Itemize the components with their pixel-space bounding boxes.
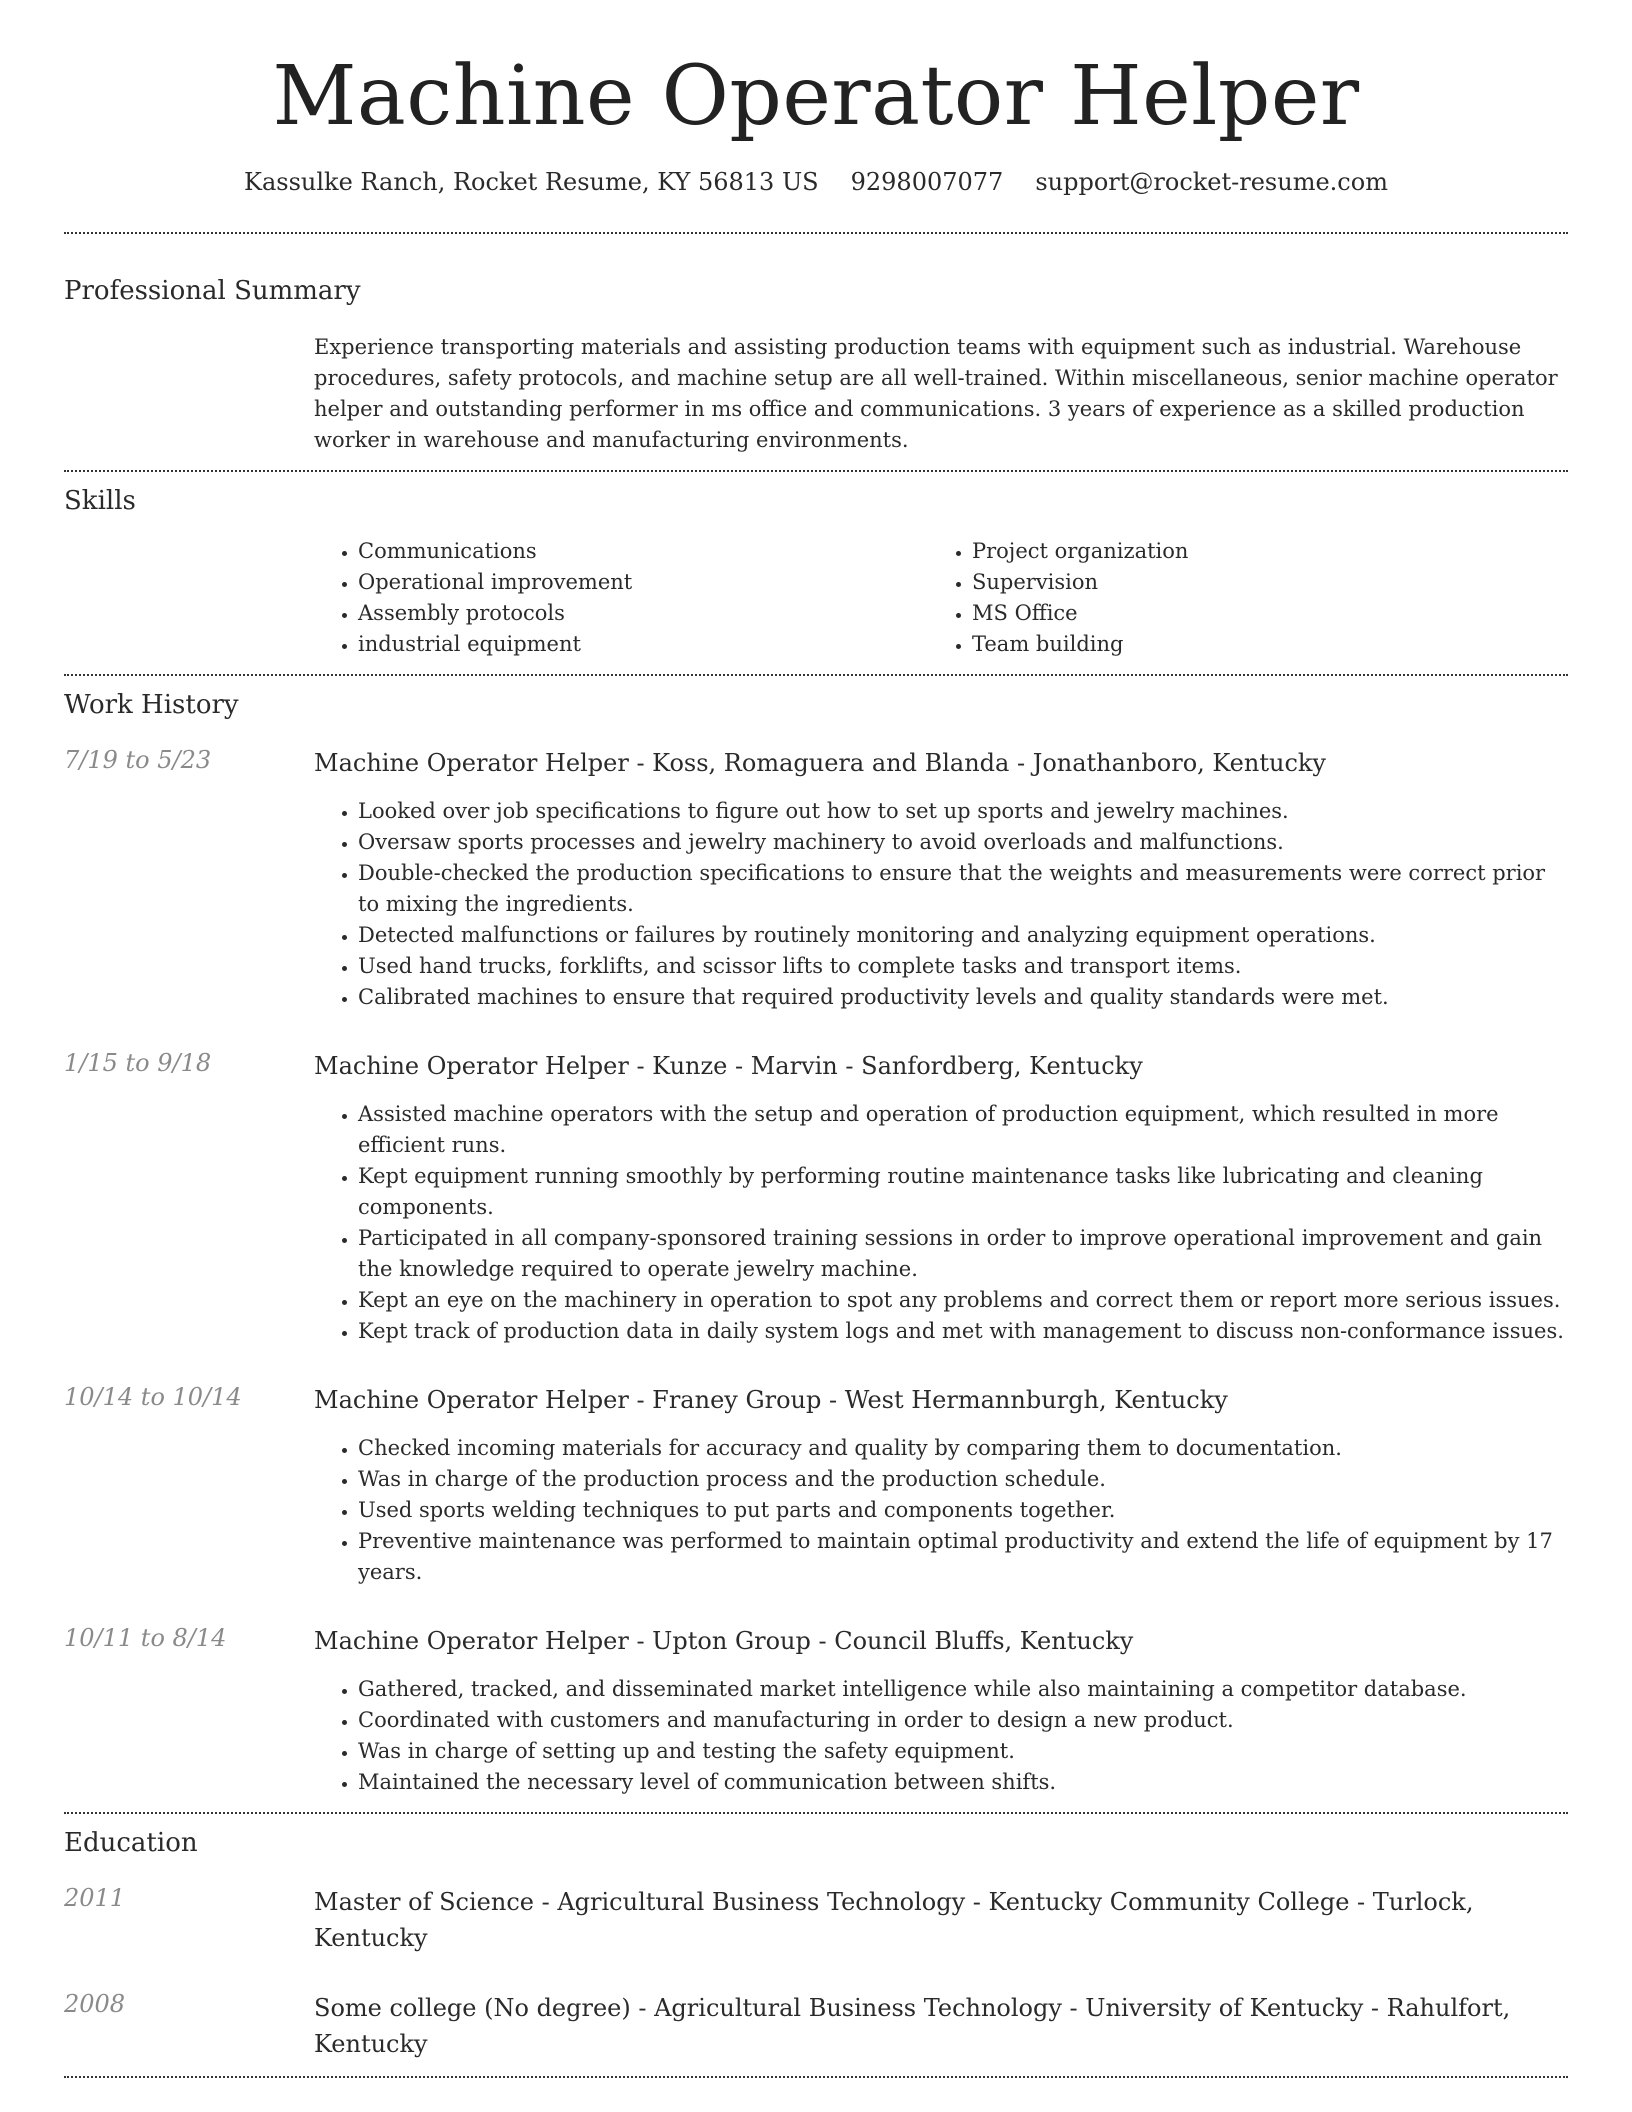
- job-body: [314, 1383, 1568, 1588]
- work-history-section: [64, 676, 1568, 1812]
- job-title: Machine Operator Helper - Franey Group - West Hermannburgh, Kentucky: [314, 1386, 1228, 1415]
- job-entry: [64, 746, 1568, 1013]
- section-title-skills: Skills: [64, 486, 136, 517]
- job-bullet: • Detected malfunctions or failures by routinely monitoring and analyzing equipment operations.: [358, 920, 1568, 951]
- job-bullet: • Looked over job specifications to figure out how to set up sports and jewelry machines.: [358, 796, 1568, 827]
- job-bullet: • Assisted machine operators with the setup and operation of production equipment, which resulted in more efficient runs.: [358, 1099, 1568, 1161]
- education-body: [314, 1990, 1568, 2062]
- skill-item: • Supervision: [972, 567, 1542, 598]
- job-bullets: [314, 1674, 1568, 1798]
- job-body: [314, 1624, 1568, 1798]
- job-dates: 10/11 to 8/14: [64, 1624, 227, 1653]
- job-title: Machine Operator Helper - Upton Group - Council Bluffs, Kentucky: [314, 1627, 1134, 1656]
- contact-address: Kassulke Ranch, Rocket Resume, KY 56813 US: [244, 168, 819, 197]
- job-dates: 1/15 to 9/18: [64, 1049, 212, 1078]
- summary-section: [64, 234, 1568, 456]
- contact-phone: 9298007077: [850, 168, 1004, 197]
- education-title: Some college (No degree) - Agricultural Business Technology - University of Kentucky - Rahulfort, Kentucky: [314, 1994, 1511, 2059]
- job-title: Machine Operator Helper - Koss, Romaguera and Blanda - Jonathanboro, Kentucky: [314, 749, 1326, 778]
- job-bullet: • Preventive maintenance was performed to maintain optimal productivity and extend the life of equipment by 17 years.: [358, 1526, 1568, 1588]
- skill-item: • Team building: [972, 629, 1542, 660]
- divider: [64, 2076, 1568, 2078]
- job-bullet: • Kept an eye on the machinery in operation to spot any problems and correct them or report more serious issues.: [358, 1285, 1568, 1316]
- contact-email: support@rocket-resume.com: [1035, 168, 1388, 197]
- skill-item: • Communications: [358, 536, 928, 567]
- education-year: 2011: [64, 1884, 126, 1913]
- job-bullets: [314, 1099, 1568, 1347]
- job-bullet: • Used hand trucks, forklifts, and scissor lifts to complete tasks and transport items.: [358, 951, 1568, 982]
- section-title-work: Work History: [64, 690, 239, 721]
- education-title: Master of Science - Agricultural Business Technology - Kentucky Community College - Turlock, Kentucky: [314, 1888, 1474, 1953]
- skills-column-2: [928, 536, 1542, 660]
- job-bullet: • Oversaw sports processes and jewelry machinery to avoid overloads and malfunctions.: [358, 827, 1568, 858]
- education-entry: [64, 1990, 1568, 2062]
- skills-grid: [314, 536, 1568, 660]
- section-title-education: Education: [64, 1828, 198, 1859]
- job-bullet: • Calibrated machines to ensure that required productivity levels and quality standards were met.: [358, 982, 1568, 1013]
- job-bullet: • Kept track of production data in daily system logs and met with management to discuss non-conformance issues.: [358, 1316, 1568, 1347]
- job-bullet: • Kept equipment running smoothly by performing routine maintenance tasks like lubricating and cleaning components.: [358, 1161, 1568, 1223]
- section-title-summary: Professional Summary: [64, 276, 361, 307]
- candidate-name: Machine Operator Helper: [272, 49, 1360, 144]
- job-entry: [64, 1624, 1568, 1798]
- job-title: Machine Operator Helper - Kunze - Marvin - Sanfordberg, Kentucky: [314, 1052, 1143, 1081]
- skill-item: • industrial equipment: [358, 629, 928, 660]
- skills-column-1: [314, 536, 928, 660]
- job-bullets: [314, 796, 1568, 1013]
- job-entry: [64, 1049, 1568, 1347]
- education-year: 2008: [64, 1990, 126, 2019]
- job-bullet: • Maintained the necessary level of communication between shifts.: [358, 1767, 1568, 1798]
- education-entry: [64, 1884, 1568, 1956]
- job-dates: 10/14 to 10/14: [64, 1383, 242, 1412]
- job-bullet: • Was in charge of setting up and testing the safety equipment.: [358, 1736, 1568, 1767]
- job-body: [314, 1049, 1568, 1347]
- skill-item: • Operational improvement: [358, 567, 928, 598]
- skill-item: • MS Office: [972, 598, 1542, 629]
- job-dates: 7/19 to 5/23: [64, 746, 212, 775]
- skill-item: • Project organization: [972, 536, 1542, 567]
- job-body: [314, 746, 1568, 1013]
- job-bullet: • Used sports welding techniques to put parts and components together.: [358, 1495, 1568, 1526]
- skill-item: • Assembly protocols: [358, 598, 928, 629]
- education-section: [64, 1814, 1568, 2076]
- summary-text: Experience transporting materials and assisting production teams with equipment such as industrial. Warehouse procedures, safety protocols, and machine setup are all well-trained. Within miscellaneous, senior machine operator helper and outstanding performer in ms office and communications. 3 years of experience as a skilled production worker in warehouse and manufacturing environments.: [314, 335, 1558, 453]
- job-bullet: • Double-checked the production specifications to ensure that the weights and measurements were correct prior to mixing the ingredients.: [358, 858, 1568, 920]
- job-bullet: • Was in charge of the production process and the production schedule.: [358, 1464, 1568, 1495]
- job-bullet: • Participated in all company-sponsored training sessions in order to improve operational improvement and gain the knowledge required to operate jewelry machine.: [358, 1223, 1568, 1285]
- skills-section: [64, 472, 1568, 660]
- education-body: [314, 1884, 1568, 1956]
- job-bullet: • Coordinated with customers and manufacturing in order to design a new product.: [358, 1705, 1568, 1736]
- job-entry: [64, 1383, 1568, 1588]
- job-bullets: [314, 1433, 1568, 1588]
- job-bullet: • Checked incoming materials for accuracy and quality by comparing them to documentation.: [358, 1433, 1568, 1464]
- job-bullet: • Gathered, tracked, and disseminated market intelligence while also maintaining a competitor database.: [358, 1674, 1568, 1705]
- contact-line: [64, 168, 1568, 196]
